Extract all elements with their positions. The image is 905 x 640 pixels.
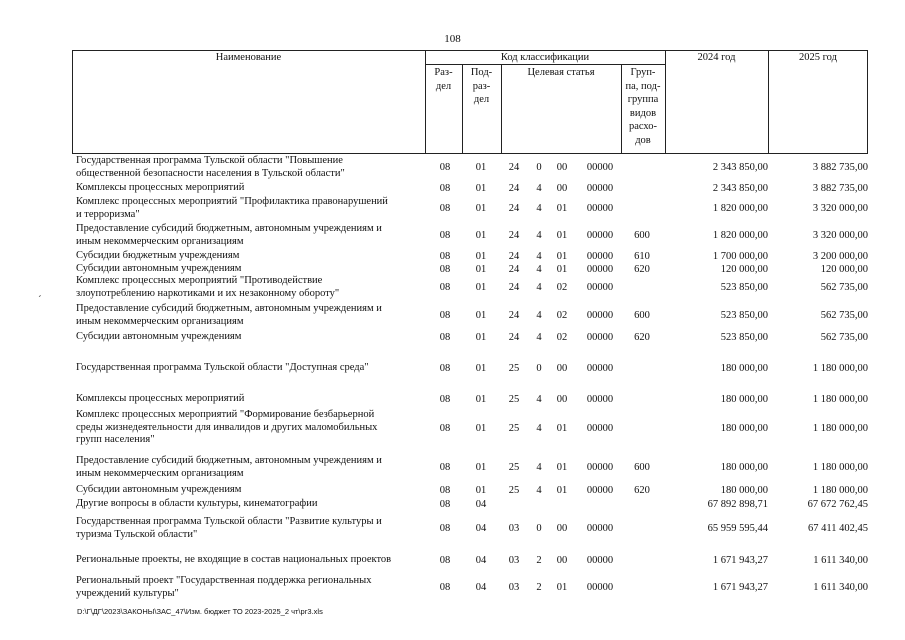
cell-s2: 4 [536, 485, 542, 496]
cell-s4: 00000 [586, 203, 614, 215]
cell-s1: 24 [508, 183, 520, 194]
cell-s3: 02 [556, 310, 568, 322]
cell-s4: 00000 [586, 394, 614, 405]
cell-s4: 00000 [586, 422, 614, 434]
cell-podrazdel: 04 [475, 523, 487, 535]
cell-v2024: 523 850,00 [720, 332, 768, 343]
cell-s2: 4 [536, 282, 542, 294]
cell-s4: 00000 [586, 183, 614, 194]
cell-s4: 00000 [586, 363, 614, 374]
cell-v2025: 562 735,00 [820, 282, 868, 294]
file-path-footer: D:\Г\ДГ\2023\ЗАКОНЫ\ЗАС_47\Изм. бюджет ТО 2023-2025_2 чт\рг3.xls [77, 607, 323, 616]
cell-s4: 00000 [586, 485, 614, 496]
cell-v2024: 65 959 595,44 [707, 523, 768, 535]
row-name: Другие вопросы в области культуры, кинематографии [76, 498, 318, 509]
cell-grp: 600 [634, 310, 650, 322]
cell-v2024: 67 892 898,71 [707, 499, 768, 510]
cell-s3: 01 [556, 485, 568, 496]
col-group-header: Груп- па, под- группа видов расхо- дов [625, 67, 661, 146]
cell-v2025: 1 180 000,00 [812, 462, 868, 474]
cell-s2: 4 [536, 422, 542, 434]
cell-grp: 600 [634, 230, 650, 242]
cell-s2: 0 [536, 523, 542, 535]
cell-razdel: 08 [439, 499, 451, 510]
cell-s1: 03 [508, 523, 520, 535]
cell-s1: 25 [508, 462, 520, 474]
cell-s2: 4 [536, 203, 542, 215]
row-name: Субсидии автономным учреждениям [76, 331, 242, 342]
cell-v2025: 1 180 000,00 [812, 363, 868, 374]
cell-razdel: 08 [439, 462, 451, 474]
row-name: Предоставление субсидий бюджетным, автономным учреждениям и иным некоммерческим организациям [76, 223, 382, 247]
cell-v2025: 1 180 000,00 [812, 394, 868, 405]
cell-s3: 00 [556, 394, 568, 405]
col-section-header: Раз- дел [434, 67, 453, 92]
cell-s4: 00000 [586, 462, 614, 474]
cell-razdel: 08 [439, 162, 451, 174]
cell-razdel: 08 [439, 582, 451, 594]
cell-razdel: 08 [439, 523, 451, 535]
row-name: Государственная программа Тульской области "Развитие культуры и туризма Тульской области" [76, 516, 382, 540]
cell-s4: 00000 [586, 332, 614, 343]
cell-s2: 4 [536, 332, 542, 343]
cell-s4: 00000 [586, 162, 614, 174]
cell-s1: 24 [508, 310, 520, 322]
cell-v2024: 523 850,00 [720, 310, 768, 322]
cell-podrazdel: 01 [475, 394, 487, 405]
cell-v2025: 562 735,00 [820, 310, 868, 322]
cell-razdel: 08 [439, 264, 451, 275]
cell-podrazdel: 01 [475, 264, 487, 275]
cell-s3: 01 [556, 422, 568, 434]
cell-v2025: 1 180 000,00 [812, 485, 868, 496]
cell-s4: 00000 [586, 523, 614, 535]
cell-grp: 610 [634, 251, 650, 262]
cell-s1: 24 [508, 162, 520, 174]
cell-s3: 00 [556, 162, 568, 174]
cell-razdel: 08 [439, 555, 451, 566]
cell-podrazdel: 04 [475, 555, 487, 566]
col-2024-header: 2024 год [697, 52, 736, 63]
cell-podrazdel: 01 [475, 363, 487, 374]
cell-podrazdel: 01 [475, 183, 487, 194]
cell-v2024: 1 820 000,00 [712, 230, 768, 242]
col-subsection-header: Под- раз- дел [470, 67, 493, 105]
cell-v2024: 2 343 850,00 [712, 183, 768, 194]
row-name: Комплексы процессных мероприятий [76, 182, 245, 193]
cell-s3: 01 [556, 230, 568, 242]
cell-v2024: 2 343 850,00 [712, 162, 768, 174]
cell-podrazdel: 01 [475, 310, 487, 322]
cell-s4: 00000 [586, 310, 614, 322]
cell-v2025: 120 000,00 [820, 264, 868, 275]
cell-s2: 4 [536, 394, 542, 405]
cell-s1: 24 [508, 203, 520, 215]
row-name: Субсидии автономным учреждениям [76, 484, 242, 495]
cell-podrazdel: 01 [475, 462, 487, 474]
cell-v2025: 3 200 000,00 [812, 251, 868, 262]
col-target-header: Целевая статья [527, 67, 595, 78]
cell-s3: 00 [556, 363, 568, 374]
cell-podrazdel: 01 [475, 251, 487, 262]
cell-razdel: 08 [439, 394, 451, 405]
cell-s1: 25 [508, 422, 520, 434]
cell-podrazdel: 01 [475, 203, 487, 215]
cell-v2025: 1 180 000,00 [812, 422, 868, 434]
row-name: Субсидии бюджетным учреждениям [76, 250, 240, 261]
cell-podrazdel: 04 [475, 582, 487, 594]
cell-razdel: 08 [439, 363, 451, 374]
row-name: Региональный проект "Государственная поддержка региональных учреждений культуры" [76, 575, 372, 599]
cell-grp: 620 [634, 485, 650, 496]
cell-razdel: 08 [439, 251, 451, 262]
cell-v2025: 3 320 000,00 [812, 203, 868, 215]
cell-v2025: 3 320 000,00 [812, 230, 868, 242]
cell-podrazdel: 01 [475, 230, 487, 242]
cell-razdel: 08 [439, 485, 451, 496]
page-number: 108 [444, 33, 461, 45]
cell-s4: 00000 [586, 264, 614, 275]
cell-v2024: 180 000,00 [720, 394, 768, 405]
cell-v2024: 180 000,00 [720, 485, 768, 496]
cell-v2024: 120 000,00 [720, 264, 768, 275]
cell-s3: 02 [556, 332, 568, 343]
table-header [72, 50, 868, 154]
cell-s2: 4 [536, 264, 542, 275]
cell-s2: 4 [536, 230, 542, 242]
cell-v2024: 1 671 943,27 [712, 582, 768, 594]
cell-v2024: 180 000,00 [720, 462, 768, 474]
cell-v2025: 1 611 340,00 [813, 582, 868, 594]
cell-podrazdel: 01 [475, 282, 487, 294]
cell-s3: 00 [556, 183, 568, 194]
cell-s1: 24 [508, 251, 520, 262]
cell-s3: 01 [556, 462, 568, 474]
row-name: Региональные проекты, не входящие в состав национальных проектов [76, 554, 392, 565]
cell-podrazdel: 04 [475, 499, 487, 510]
cell-grp: 620 [634, 332, 650, 343]
cell-podrazdel: 01 [475, 332, 487, 343]
cell-s2: 4 [536, 183, 542, 194]
cell-s3: 00 [556, 523, 568, 535]
cell-s1: 24 [508, 282, 520, 294]
cell-podrazdel: 01 [475, 422, 487, 434]
cell-s3: 00 [556, 555, 568, 566]
cell-v2024: 180 000,00 [720, 363, 768, 374]
cell-s4: 00000 [586, 555, 614, 566]
cell-s1: 25 [508, 394, 520, 405]
cell-s2: 4 [536, 462, 542, 474]
cell-v2025: 1 611 340,00 [813, 555, 868, 566]
cell-grp: 600 [634, 462, 650, 474]
cell-s1: 03 [508, 582, 520, 594]
col-name-header: Наименование [215, 52, 282, 63]
cell-v2025: 562 735,00 [820, 332, 868, 343]
cell-v2024: 1 671 943,27 [712, 555, 768, 566]
cell-podrazdel: 01 [475, 485, 487, 496]
cell-s1: 24 [508, 264, 520, 275]
row-name: Комплекс процессных мероприятий "Противодействие злоупотреблению наркотиками и их незаконному обороту" [76, 275, 340, 299]
cell-v2024: 180 000,00 [720, 422, 768, 434]
cell-podrazdel: 01 [475, 162, 487, 174]
cell-v2025: 3 882 735,00 [812, 183, 868, 194]
cell-v2024: 1 820 000,00 [712, 203, 768, 215]
row-name: Комплекс процессных мероприятий "Профилактика правонарушений и терроризма" [76, 196, 388, 220]
cell-s2: 0 [536, 363, 542, 374]
cell-s3: 01 [556, 264, 568, 275]
cell-razdel: 08 [439, 422, 451, 434]
cell-razdel: 08 [439, 203, 451, 215]
row-name: Комплексы процессных мероприятий [76, 393, 245, 404]
row-name: Предоставление субсидий бюджетным, автономным учреждениям и иным некоммерческим организациям [76, 303, 382, 327]
row-name: Предоставление субсидий бюджетным, автономным учреждениям и иным некоммерческим организациям [76, 455, 382, 479]
cell-s1: 25 [508, 485, 520, 496]
cell-s3: 01 [556, 203, 568, 215]
cell-s1: 24 [508, 230, 520, 242]
cell-v2024: 523 850,00 [720, 282, 768, 294]
cell-s2: 2 [536, 555, 542, 566]
cell-s3: 02 [556, 282, 568, 294]
row-name: Комплекс процессных мероприятий "Формирование безбарьерной среды жизнедеятельности для инвалидов и других маломобильных групп населения" [76, 409, 378, 445]
cell-s4: 00000 [586, 230, 614, 242]
cell-s1: 03 [508, 555, 520, 566]
cell-razdel: 08 [439, 282, 451, 294]
cell-s2: 4 [536, 251, 542, 262]
cell-razdel: 08 [439, 230, 451, 242]
cell-s4: 00000 [586, 251, 614, 262]
row-name: Государственная программа Тульской области "Доступная среда" [76, 362, 369, 373]
cell-s3: 01 [556, 251, 568, 262]
col-2025-header: 2025 год [799, 52, 837, 63]
cell-s2: 4 [536, 310, 542, 322]
row-name: Государственная программа Тульской области "Повышение общественной безопасности населения в Тульской области" [76, 155, 345, 179]
cell-razdel: 08 [439, 332, 451, 343]
row-name: Субсидии автономным учреждениям [76, 263, 242, 274]
cell-razdel: 08 [439, 183, 451, 194]
col-code-header: Код классификации [500, 52, 590, 63]
cell-s2: 2 [536, 582, 542, 594]
cell-v2025: 3 882 735,00 [812, 162, 868, 174]
cell-s1: 25 [508, 363, 520, 374]
cell-v2025: 67 672 762,45 [807, 499, 868, 510]
cell-v2025: 67 411 402,45 [808, 523, 868, 535]
cell-razdel: 08 [439, 310, 451, 322]
cell-s1: 24 [508, 332, 520, 343]
margin-mark: ˊ [38, 294, 42, 306]
cell-v2024: 1 700 000,00 [712, 251, 768, 262]
cell-grp: 620 [634, 264, 650, 275]
cell-s2: 0 [536, 162, 542, 174]
cell-s4: 00000 [586, 282, 614, 294]
cell-s3: 01 [556, 582, 568, 594]
cell-s4: 00000 [586, 582, 614, 594]
